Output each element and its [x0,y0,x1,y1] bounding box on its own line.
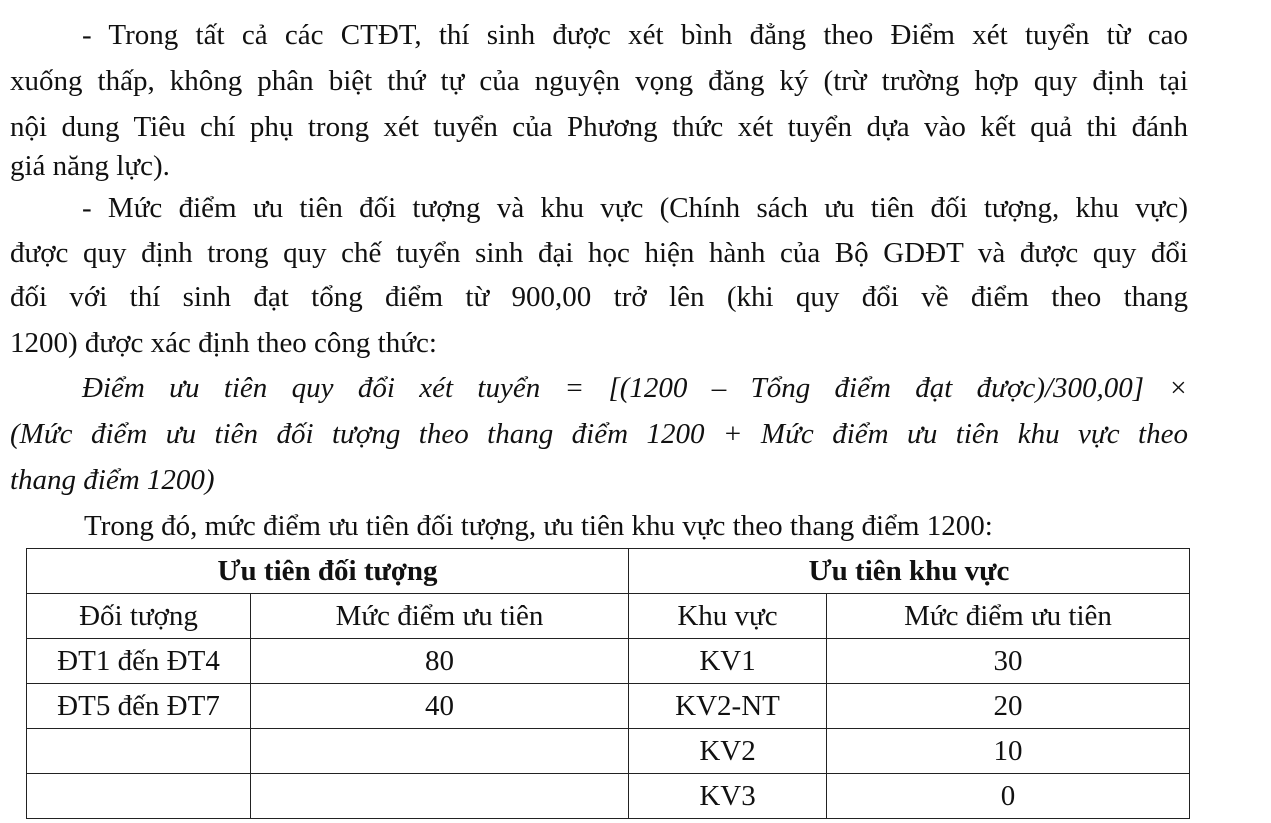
paragraph2-line-3: đối với thí sinh đạt tổng điểm từ 900,00 trở lên (khi quy đổi về điểm theo thang [10,281,1188,313]
table-cell [27,774,251,819]
table-row [27,639,1190,684]
formula-line-3: thang điểm 1200) [10,464,215,496]
table-cell: ĐT5 đến ĐT7 [27,684,251,729]
table-row [27,684,1190,729]
column-header-subject-points: Mức điểm ưu tiên [251,594,629,639]
table-caption: Trong đó, mức điểm ưu tiên đối tượng, ưu tiên khu vực theo thang điểm 1200: [84,510,993,542]
group-header-area-priority: Ưu tiên khu vực [629,549,1190,594]
paragraph1-line-1: - Trong tất cả các CTĐT, thí sinh được xét bình đẳng theo Điểm xét tuyển từ cao [82,19,1188,51]
table-cell: 80 [251,639,629,684]
column-header-area: Khu vực [629,594,827,639]
table-group-header-row [27,549,1190,594]
table-cell [27,729,251,774]
table-cell: 40 [251,684,629,729]
paragraph2-line-4: 1200) được xác định theo công thức: [10,327,437,359]
formula-line-1: Điểm ưu tiên quy đổi xét tuyển = [(1200 – Tổng điểm đạt được)/300,00] × [82,372,1188,404]
table-column-header-row [27,594,1190,639]
table-cell: 20 [827,684,1190,729]
paragraph1-line-3: nội dung Tiêu chí phụ trong xét tuyển của Phương thức xét tuyển dựa vào kết quả thi đánh [10,111,1188,143]
table-cell: ĐT1 đến ĐT4 [27,639,251,684]
table-cell: 30 [827,639,1190,684]
table-row [27,774,1190,819]
table-cell [251,774,629,819]
table-cell: KV3 [629,774,827,819]
priority-points-table [26,548,1190,819]
paragraph1-line-2: xuống thấp, không phân biệt thứ tự của nguyện vọng đăng ký (trừ trường hợp quy định tại [10,65,1188,97]
column-header-area-points: Mức điểm ưu tiên [827,594,1190,639]
paragraph2-line-1: - Mức điểm ưu tiên đối tượng và khu vực (Chính sách ưu tiên đối tượng, khu vực) [82,192,1188,224]
paragraph1-line-4: giá năng lực). [10,150,170,182]
table-cell: 10 [827,729,1190,774]
table-cell: KV2-NT [629,684,827,729]
group-header-subject-priority: Ưu tiên đối tượng [27,549,629,594]
table-cell [251,729,629,774]
table-cell: 0 [827,774,1190,819]
paragraph2-line-2: được quy định trong quy chế tuyển sinh đại học hiện hành của Bộ GDĐT và được quy đổi [10,237,1188,269]
table-cell: KV1 [629,639,827,684]
formula-line-2: (Mức điểm ưu tiên đối tượng theo thang điểm 1200 + Mức điểm ưu tiên khu vực theo [10,418,1188,450]
table-cell: KV2 [629,729,827,774]
table-row [27,729,1190,774]
column-header-subject: Đối tượng [27,594,251,639]
